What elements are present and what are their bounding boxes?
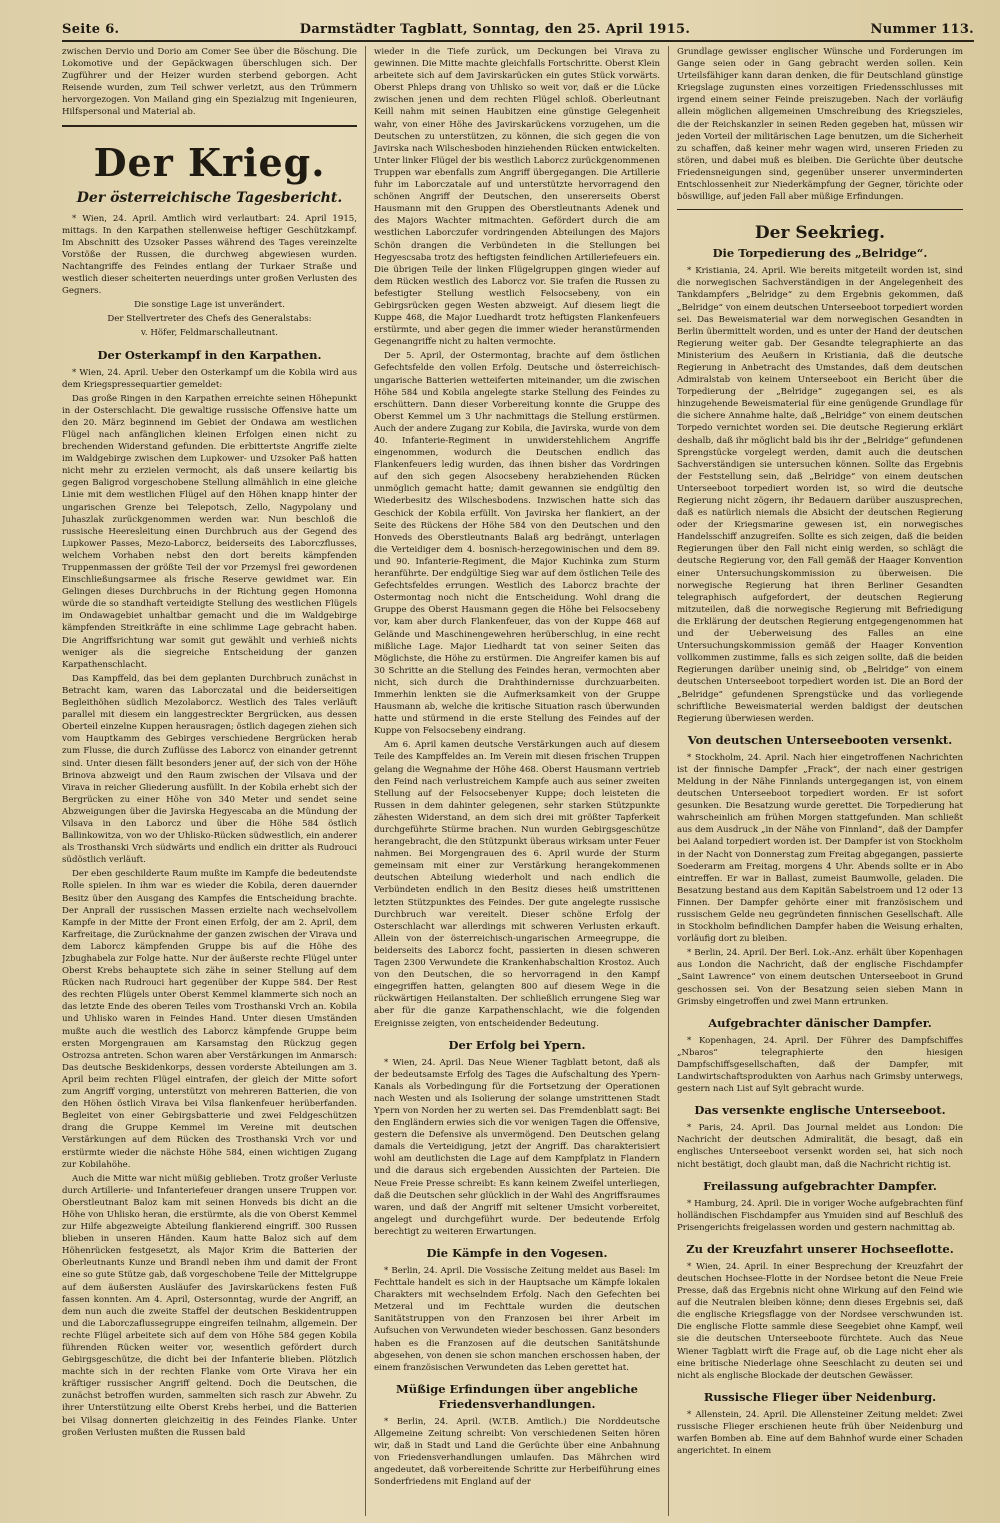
paragraph: Am 6. April kamen deutsche Verstärkungen auch auf diesem Teile des Kampffeldes an. Im Verein mit diesen frischen Truppen gelang die Wegnahme der Höhe 468. Oberst Hausmann vertrieb den Feind nach verlustreichem Kampfe auch aus seiner zweiten Stellung auf der Felsocsebenyer Kuppe; doch leisteten die Russen in dem dahinter gelegenen, sehr starken Stützpunkte zähesten Widerstand, an dem sich drei mit größter Tapferkeit durchgeführte Stürme brachen. Nun wurden Gebirgsgeschütze herangebracht, die den Stützpunkt überaus wirksam unter Feuer nahmen. Bei Morgengrauen des 6. April wurde der Sturm gemeinsam mit einer zur Verstärkung herangekommenen deutschen Abteilung wiederholt und nach endlich die Verbündeten endlich in den Besitz dieses heiß umstrittenen letzten Stützpunktes des Feindes. Der gute angelegte russische Durchbruch war vereitelt. Dieser schöne Erfolg der Osterschlacht war allerdings mit schweren Verlusten erkauft. Allein von der österreichisch-ungarischen Armeegruppe, die beiderseits des Laborcz focht, passierten in diesen schweren Tagen 2300 Verwundete die Krankenhabschaltion Krostoz. Auch von den Deutschen, die so hervorragend in den Kampf eingegriffen hatten, gelangten 800 auf diesem Wege in die rückwärtigen Heilanstalten. Der schließlich errungene Sieg war aber für die ganze Karpathenschlacht, wie die folgenden Ereignisse zeigten, von entscheidender Bedeutung. bbox=[374, 740, 660, 1029]
signature-name: v. Höfer, Feldmarschalleutnant. bbox=[141, 328, 278, 339]
paragraph: * Berlin, 24. April. (W.T.B. Amtlich.) Die Norddeutsche Allgemeine Zeitung schreibt: Von verschiedenen Seiten hören wir, daß in Stadt und Land die Gerüchte über eine Anbahnung von Friedensverhandlungen umlaufen. Das Mährchen wird angedeutet, daß vorbereitende Schritte zur Herbeiführung eines Sonderfriedens mit England auf der bbox=[374, 1416, 660, 1488]
paragraph: Das große Ringen in den Karpathen erreichte seinen Höhepunkt in der Osterschlacht. Die gewaltige russische Offensive hatte um den 20. März beginnend im Gebiet der Ondawa am westlichen Flügel nach anfänglichen kleinen Erfolgen einen nicht zu brechenden Widerstand gefunden. Die erbittertste Angriffe zielte im Waldgebirge zwischen dem Lupkower- und Uzsoker Paß hatten nicht mehr zu erzielen vermocht, als daß unsere keilartig bis gegen Baligrod vorgeschobene Stellung allmählich in eine gleiche Linie mit dem westlichen Flügel auf den Höhen knapp hinter der ungarischen Grenze bei Telepotsch, Zello, Nagypolany und Juhaszlak zurückgenommen werden war. Nun beschloß die russische Heeresleitung einen Durchbruch aus der Gegend des Lupkower Passes, Mezo-Laborcz, beiderseits des Laborczflusses, welchem Vorhaben nebst den dort bereits kämpfenden Truppenmassen der größte Teil der vor Przemysl frei gewordenen Einschließungsarmee als frische Reserve gewidmet war. Ein Gelingen dieses Durchbruchs in der Richtung gegen Homonna würde die so standhaft verteidigte Stellung des westlichen Flügels im Ondawagebiet unhaltbar gemacht und die im Waldgebirge kämpfenden Streitkräfte in eine schlimme Lage gebracht haben. Die Angriffsrichtung war somit gut gewählt und verhieß nichts weniger als die siegreiche Entscheidung der ganzen Karpathenschlacht. bbox=[62, 393, 357, 670]
headline-englisches-unterseeboot: Das versenkte englische Unterseeboot. bbox=[694, 1103, 946, 1118]
paragraph: * Kristiania, 24. April. Wie bereits mitgeteilt worden ist, sind die norwegischen Sachverständigen in der Angelegenheit des Tankdampfers „Belridge“ zu dem Ergebnis gekommen, daß „Belridge“ von einem deutschen Unterseeboot torpediert worden sei. Das Beweismaterial war dem norwegischen Gesandten in Berlin übermittelt worden, und es unter der Hand der deutschen Regierung weiter gab. Der Gesandte telegraphierte an das Ministerium des Aeußern in Kristiania, daß die deutsche Regierung in Anbetracht des Umstandes, daß dem deutschen Admiralstab von keinem Unterseeboot ein Bericht über die Torpedierung der „Belridge“ zugegangen sei, es als hinzugehende Beweismaterial für eine genügende Grundlage für die sichere Annahme halte, daß „Belridge“ von einem deutschen Torpedo vernichtet worden sei. Die deutsche Regierung erklärt deshalb, daß ihr möglicht bald bis ihr der „Belridge“ gefundenen Sprengstücke vorgelegt werden, damit auch die deutschen Sachverständigen sie untersuchen können. Sollte das Ergebnis der Feststellung sein, daß „Belridge“ von einem deutschen Unterseeboot torpediert worden ist, so wird die deutsche Regierung nicht zögern, ihr Bedauern darüber auszusprechen, daß es natürlich niemals die Absicht der deutschen Regierung oder der Kriegsmarine gewesen ist, ein norwegisches Handelsschiff anzugreifen. Sollte es sich zeigen, daß die beiden Regierungen über den Fall nicht einig werden, so schlägt die deutsche Regierung vor, den Fall gemäß der Haager Konvention einer Untersuchungskommission zu überweisen. Die norwegische Regierung hat ihren Berliner Gesandten telegraphisch aufgefordert, der deutschen Regierung mitzuteilen, daß die norwegische Regierung mit Befriedigung die Erklärung der deutschen Regierung entgegengenommen hat und der Ueberweisung des Falles an eine Untersuchungskommission gemäß der Haager Konvention vollkommen zustimme, falls es sich zeigen sollte, daß die beiden Regierungen darüber uneinig sind, ob „Belridge“ von einem deutschen Unterseeboot torpediert worden ist. Die an Bord der „Belridge“ gefundenen Sprengstücke und das vorliegende schriftliche Beweismaterial werden baldigst der deutschen Regierung überwiesen werden. bbox=[677, 266, 963, 724]
headline-flieger: Russische Flieger über Neidenburg. bbox=[703, 1389, 937, 1404]
paragraph: * Paris, 24. April. Das Journal meldet aus London: Die Nachricht der deutschen Admiralität, die besagt, daß ein englisches Unterseeboot versenkt worden sei, hat sich noch nicht bestätigt, doch glaubt man, daß die Nachricht richtig ist. bbox=[677, 1123, 963, 1170]
paragraph: * Stockholm, 24. April. Nach hier eingetroffenen Nachrichten ist der finnische Dampfer „Frack“, der nach einer gestrigen Meldung in der Nähe Finnlands untergegangen ist, von einem deutschen Unterseeboot torpediert worden. Er ist sofort gesunken. Die Besatzung wurde gerettet. Die Torpedierung hat wahrscheinlich am frühen Morgen stattgefunden. Man schließt aus dem Ausdruck „in der Nähe von Finnland“, daß der Dampfer bei Aaland torpediert worden ist. Der Dampfer ist von Stockholm in der Nacht von Donnerstag zum Freitag abgegangen, passierte Soederarm am Freitag, morgens 4 Uhr. Abends sollte er in Abo eintreffen. Er war in Ballast, zumeist Baumwolle, geladen. Die Besatzung bestand aus dem Kapitän Sabelstroem und 12 oder 13 Finnen. Der Dampfer gehörte einer mit französischem und russischem Gelde neu gegründeten finnischen Gesellschaft. Alle in Stockholm befindlichen Dampfer haben die Weisung erhalten, vorläufig dort zu bleiben. bbox=[677, 752, 963, 945]
paragraph: wieder in die Tiefe zurück, um Deckungen bei Virava zu gewinnen. Die Mitte machte gleichfalls Fortschritte. Oberst Klein arbeitete sich auf dem Javirskarücken ein gutes Stück vorwärts. Oberst Phleps drang von Uhlisko so weit vor, daß er die Lücke zwischen jenen und dem rechten Flügel schloß. Oberleutnant Keill nahm mit seinen Haubitzen eine günstige Gelegenheit wahr, von einer Höhe des Javirskarückens vorzugehen, um die Deutschen zu unterstützen, zu können, die sich gegen die von Javirska nach Wilschesboden hinziehenden Rücken entwickelten. Unter linker Flügel der bis westlich Laborcz zurückgenommenen Truppen war ebenfalls zum Angriff übergegangen. Die Artillerie fuhr im Laborczatale auf und unterstützte hervorragend den schönen Angriff der Deutschen, den unsererseits Oberst Hausmann mit den Gruppen des Oberstleutnants Adenek und des Majors Wachter mitmachten. Gefördert durch die am westlichen Laborczufer vordringenden Abteilungen des Majors Schön drangen die Verbündeten in die Stellungen bei Hegyescsaba trotz des heftigsten feindlichen Artilleriefeuers ein. Die übrigen Teile der linken Flügelgruppen gingen wieder auf dem Rücken westlich des Laborcz vor. Sie trafen die Russen zu befestigter Stellung westlich Felsocsebeny, von ein Gebirgsrücken gegen Westen abzweigt. Auf diesem liegt die Kuppe 468, die Major Luedhardt trotz heftigsten Flankenfeuers erstürmte, und aber gegen die immer wieder heranstürmenden Gegenangriffe nicht zu halten vermochte. bbox=[374, 47, 660, 348]
section-title-krieg: Der Krieg. bbox=[93, 139, 326, 185]
column-3 bbox=[668, 46, 963, 1516]
page-number: Seite 6. bbox=[62, 22, 120, 37]
headline-osterkampf: Der Osterkampf in den Karpathen. bbox=[97, 347, 322, 362]
masthead: Darmstädter Tagblatt, Sonntag, den 25. April 1915. bbox=[299, 22, 691, 37]
intro-paragraph: zwischen Dervio und Dorio am Comer See über die Böschung. Die Lokomotive und der Gepäckwagen überschlugen sich. Der Zugführer und der Heizer wurden sterbend geborgen. Acht Reisende wurden, zum Teil schwer verletzt, aus den Trümmern hervorgezogen. Von Mailand ging ein Spezialzug mit Ingenieuren, Hilfspersonal und Material ab. bbox=[62, 47, 357, 118]
paragraph: * Berlin, 24. April. Die Vossische Zeitung meldet aus Basel: Im Fechttale handelt es sich in der Hauptsache um Kämpfe lokalen Charakters mit wechselndem Erfolg. Nach den Gefechten bei Metzeral und im Fechttale wurden die deutschen Sanitätstruppen von den Franzosen bei ihrer Arbeit im Aufsuchen von Verwundeten wieder beschossen. Ganz besonders haben es die Franzosen auf die deutschen Sanitätshunde abgesehen, von denen sie schon manchen erschossen haben, der einem französischen Verwundeten das Leben gerettet hat. bbox=[374, 1266, 660, 1373]
headline-vogesen: Die Kämpfe in den Vogesen. bbox=[426, 1246, 608, 1260]
paragraph: Die sonstige Lage ist unverändert. bbox=[134, 300, 285, 311]
paragraph: * Kopenhagen, 24. April. Der Führer des Dampfschiffes „Nbaros“ telegraphierte den hiesigen Dampfschiffsgesellschaften, daß der Dampfer, mit Landwirtschaftsprodukten von Aarhus nach Grimsby unterwegs, gestern nach List auf Sylt gebracht wurde. bbox=[677, 1035, 963, 1095]
headline-kreuzfahrt: Zu der Kreuzfahrt unserer Hochseeflotte. bbox=[686, 1241, 954, 1256]
section-title-seekrieg: Der Seekrieg. bbox=[754, 223, 886, 244]
column-1 bbox=[62, 46, 357, 1516]
divider bbox=[677, 209, 963, 210]
paragraph: * Wien, 24. April. Amtlich wird verlautbart: 24. April 1915, mittags. In den Karpathen stellenweise heftiger Geschützkampf. Im Abschnitt des Uzsoker Passes während des Tages vereinzelte Vorstöße der Russen, die durchweg abgewiesen wurden. Nachtangriffe des Feindes entlang der Turkaer Straße und westlich dieser scheiterten neuerdings unter großen Verlusten des Gegners. bbox=[62, 213, 357, 297]
headline-ypern: Der Erfolg bei Ypern. bbox=[448, 1037, 586, 1052]
headline-freilassung: Freilassung aufgebrachter Dampfer. bbox=[703, 1178, 937, 1193]
subtitle-belridge: Die Torpedierung des „Belridge“. bbox=[712, 246, 928, 261]
paragraph: Grundlage gewisser englischer Wünsche und Forderungen im Gange seien oder in Gang gebracht werden sollen. Kein Urteilsfähiger kann daran denken, die für Deutschland günstige Kriegslage zugunsten eines vorzeitigen Friedensschlusses mit irgend einem seiner Feinde preiszugeben. Nach der vorläufig allein möglichen allgemeinen Umschreibung des Kriegszieles, die der Reichskanzler in seinen Reden gegeben hat, müssen wir jeden Vorteil der militärischen Lage benutzen, um die Sicherheit zu schaffen, daß keiner mehr wagen wird, unseren Frieden zu stören, und dabei muß es bleiben. Die Gerüchte über deutsche Friedensneigungen sind, gegenüber unserer unverminderten Entschlossenheit zur Niederkämpfung der Gegner, törichte oder böswillige, auf jeden Fall aber müßige Erfindungen. bbox=[677, 47, 963, 203]
headline-unterseebooten: Von deutschen Unterseebooten versenkt. bbox=[687, 732, 953, 747]
divider bbox=[62, 125, 357, 127]
paragraph: Der eben geschilderte Raum mußte im Kampfe die bedeutendste Rolle spielen. In ihm war es wieder die Kobila, deren dauernder Besitz über den Ausgang des Kampfes die Entscheidung brachte. Der Anprall der russischen Massen erzielte nach wechselvollem Kampfe in der Mitte der Front einen Erfolg, der am 2. April, dem Karfreitage, die Zurücknahme der ganzen zwischen der Virava und dem Laborcz kämpfenden Gruppe bis auf die Höhe des Jzbughabela zur Folge hatte. Nur der äußerste rechte Flügel unter Oberst Krebs behauptete sich zähe in seiner Stellung auf dem Rücken nach Rudrouci hart gegenüber der Kuppe 584. Der Rest des rechten Flügels unter Oberst Kemmel klammerte sich noch an das letzte Ende des oberen Teiles vom Trosthanski Vrch an. Kobila und Uhlisko waren in Feindes Hand. Unter diesen Umständen mußte auch die westlich des Laborcz kämpfende Gruppe beim ersten Morgengrauen am Karsamstag den Rückzug gegen Ostrozsa antreten. Schon waren aber Verstärkungen im Anmarsch: Das deutsche Beskidenkorps, dessen vorderste Abteilungen am 3. April beim rechten Flügel eintrafen, der gleich der Mitte sofort zum Angriff vorging, unterstützt von mehreren Batterien, die von den Höhen östlich Virava bei Vilsa flankenfeuer herüberfanden. Begleitet von einer Gebirgsbatterie und zwei Feldgeschützen drang die Gruppe Kemmel im Vereine mit deutschen Verstärkungen auf dem Rücken des Trosthanski Vrch vor und erstürmte wieder die nächste Höhe 584, einen wichtigen Zugang zur Kobilahöhe. bbox=[62, 869, 357, 1170]
paragraph: * Wien, 24. April. In einer Besprechung der Kreuzfahrt der deutschen Hochsee-Flotte in der Nordsee betont die Neue Freie Presse, daß das Ergebnis nicht ohne Wirkung auf den Feind wie auf die Neutralen bleiben könne; denn dieses Ergebnis sei, daß die englische Kriegsflagge von der Nordsee verschwunden ist. Die englische Flotte sammle diese Seegebiet ohne Kampf, weil sie die deutschen Unterseeboote fürchtete. Auch das Neue Wiener Tagblatt wirft die Frage auf, ob die Lage nicht eher als eine britische Niederlage ohne Seeschlacht zu deuten sei und nicht als englische Blockade der deutschen Gewässer. bbox=[677, 1261, 963, 1381]
headline-erfindungen: Müßige Erfindungen über angebliche Friedensverhandlungen. bbox=[396, 1381, 638, 1411]
paragraph: Das Kampffeld, das bei dem geplanten Durchbruch zunächst in Betracht kam, waren das Laborczatal und die beiderseitigen Begleithöhen südlich Mezolaborcz. Westlich des Tales verläuft parallel mit diesem ein langgestreckter Bergrücken, aus dessen Oberteil einzelne Kuppen herausragen; östlich dagegen ziehen sich vom Hauptkamm des Gebirges verschiedene Bergrücken herab zum Flusse, die durch Zuflüsse des Laborcz von einander getrennt sind. Unter diesen fällt besonders jener auf, der sich von der Höhe Brinova abzweigt und den Raum zwischen der Vilsava und der Virava in reicher Gliederung ausfüllt. In der Kobila erhebt sich der Bergrücken zu einer Höhe von 340 Meter und sendet seine Abzweigungen über die Javirska Hegyescaba an die Mündung der Vilsava in den Laborcz und über die Höhe 584 östlich Ballinkowitza, von wo der Uhlisko-Rücken südwestlich, ein anderer als Trosthanski Vrch südwärts und endlich ein dritter als Rudrouci südöstlich verläuft. bbox=[62, 673, 357, 866]
headline-daenischer-dampfer: Aufgebrachter dänischer Dampfer. bbox=[708, 1015, 932, 1030]
paragraph: * Allenstein, 24. April. Die Allensteiner Zeitung meldet: Zwei russische Flieger erschienen heute früh über Neidenburg und warfen Bomben ab. Eine auf dem Bahnhof wurde einer Schaden angerichtet. In einem bbox=[677, 1409, 963, 1457]
paragraph: Der 5. April, der Ostermontag, brachte auf dem östlichen Gefechtsfelde den vollen Erfolg. Deutsche und österreichisch-ungarische Batterien wetteiferten miteinander, um die zwischen Höhe 584 und Kobila angelegte starke Stellung des Feindes zu erschüttern. Dann dieser Vorbereitung konnte die Gruppe des Oberst Kemmel um 3 Uhr nachmittags die Stellung erstürmen. Auch der andere Zugang zur Kobila, die Javirska, wurde von dem 40. Infanterie-Regiment in unwiderstehlichem Angriffe eingenommen, wodurch die Deutschen endlich das Flankenfeuers ledig wurden, das ihnen bisher das Vordringen auf den sich gegen Alsocsebeny herabziehenden Rücken unmöglich gemacht hatte; damit gewannen sie endgültig den Wiederbesitz des Wilschesbodens. Inzwischen hatte sich das Geschick der Kobila erfüllt. Von Javirska her flankiert, an der Seite des Rückens der Höhe 584 von den Deutschen und den Honveds des Oberstleutnants Balaß arg bedrängt, unterlagen die Verteidiger dem 4. bosnisch-herzegowinischen und dem 89. und 90. Infanterie-Regiment, die Major Kuchinka zum Sturm heranführte. Der endgültige Sieg war auf dem östlichen Teile des Gefechtsfeldes errungen. Westlich des Laborcz brachte der Ostermontag noch nicht die Entscheidung. Wohl drang die Gruppe des Oberst Hausmann gegen die Höhe bei Felsocsebeny vor, kam aber durch Flankenfeuer, das von der Kuppe 468 auf Gelände und Maschinengewehren herüberschlug, in eine recht mißliche Lage. Major Liedhardt tat von seiner Seiten das Möglichste, die Höhe zu erstürmen. Die Angreifer kamen bis auf 30 Schritte an die Stellung des Feindes heran, vermochten aber nicht, sich durch die Drahthindernisse durchzuarbeiten. Immerhin lenkten sie die Aufmerksamkeit von der Gruppe Hausmann ab, welche die kritische Situation rasch überwunden hatte und stürmend in die erste Stellung des Feindes auf der Kuppe von Felsocsebeny eindrang. bbox=[374, 351, 660, 737]
column-2 bbox=[365, 46, 660, 1516]
signature-line: Der Stellvertreter des Chefs des Generalstabs: bbox=[107, 314, 312, 325]
paragraph: * Berlin, 24. April. Der Berl. Lok.-Anz. erhält über Kopenhagen aus London die Nachricht, daß der englische Fischdampfer „Saint Lawrence“ von einem deutschen Unterseeboot in Grund geschossen sei. Von der Besatzung seien sieben Mann in Grimsby eingetroffen und zwei Mann ertrunken. bbox=[677, 948, 963, 1007]
paragraph: Auch die Mitte war nicht müßig geblieben. Trotz großer Verluste durch Artillerie- und Infanteriefeuer drangen unsere Truppen vor. Oberstleutnant Baloz kam mit seinen Honveds bis dicht an die Höhe von Uhlisko heran, die erstürmte, als die von Oberst Kemmel zur Hilfe abgezweigte Abteilung flankierend eingriff. 300 Russen blieben in unseren Händen. Kaum hatte Baloz sich auf dem Höhenrücken festgesetzt, als Major Krim die Batterien der Oberleutnants Kunze und Brandl neben ihm und damit der Front eine so gute Stütze gab, daß vorgeschobene Teile der Mittelgruppe auf dem äußersten Ausläufer des Javirskarückens festen Fuß fassen konnten. Am 4. April, Ostersonntag, wurde der Angriff, an dem nun auch die zweite Staffel der deutschen Beskidentruppen und die Laborczaflussegruppe eingreifen teilnahm, allgemein. Der rechte Flügel arbeitete sich auf dem von Höhe 584 gegen Kobila führenden Rücken weiter vor, wesentlich gefördert durch Gebirgsgeschütze, die dicht bei der Infanterie blieben. Plötzlich machte sich in der rechten Flanke vom Orte Virava her ein kräftiger russischer Angriff geltend. Doch die Deutschen, die zunächst betroffen wurden, sammelten sich rasch zur Abwehr. Zu ihrer Unterstützung eilte Oberst Krebs herbei, und die Batterien bei Vilsag donnerten gleichzeitig in des Feindes Flanke. Unter großen Verlusten mußten die Russen bald bbox=[62, 1173, 357, 1438]
subtitle-tagesbericht: Der österreichische Tagesbericht. bbox=[76, 189, 343, 206]
columns bbox=[62, 46, 974, 1516]
paragraph: * Hamburg, 24. April. Die in voriger Woche aufgebrachten fünf holländischen Fischdampfer aus Ymuiden sind auf Beschluß des Prisengerichts freigelassen worden und gestern nachmittag ab. bbox=[677, 1198, 963, 1233]
issue-number: Nummer 113. bbox=[870, 22, 974, 37]
page-header bbox=[62, 22, 974, 42]
paragraph: * Wien, 24. April. Ueber den Osterkampf um die Kobila wird aus dem Kriegspressequartier gemeldet: bbox=[62, 367, 357, 390]
paragraph: * Wien, 24. April. Das Neue Wiener Tagblatt betont, daß als der bedeutsamste Erfolg des Tages die Aufschaltung des Ypern-Kanals als Vorbedingung für die Fortsetzung der Operationen nach Westen und als Isolierung der solange umstrittenen Stadt Ypern von Norden her zu werten sei. Das Fremdenblatt sagt: Bei den Engländern erwies sich die vor wenigen Tagen die Offensive, gestern die Defensive als unvermögend. Den Deutschen gelang damals die Verteidigung, jetzt der Angriff. Das charakterisiert wohl am deutlichsten die Lage auf dem Kampfplatz in Flandern und die daraus sich ergebenden Aussichten der Parteien. Die Neue Freie Presse schreibt: Es kann keinem Zweifel unterliegen, daß die Deutschen sehr glücklich in der Wahl des Angriffsraumes waren, und daß der Angriff mit seltener Umsicht vorbereitet, angelegt und durchgeführt wurde. Der bedeutende Erfolg berechtigt zu weiteren Erwartungen. bbox=[374, 1057, 660, 1237]
